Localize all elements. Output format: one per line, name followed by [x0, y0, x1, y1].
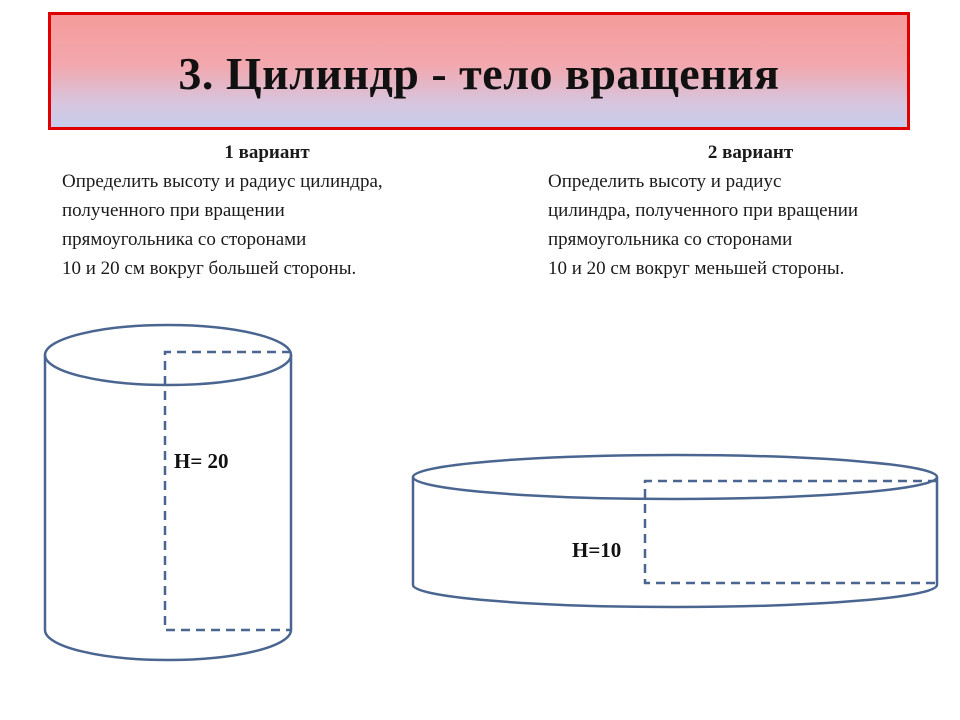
variant-1-heading: 1 вариант — [224, 142, 310, 163]
flat-cylinder — [413, 455, 937, 607]
flat-cylinder-body — [413, 477, 937, 607]
variant-2-line: Определить высоту и радиус — [548, 171, 782, 192]
tall-cylinder-height-label: H= 20 — [174, 449, 229, 473]
variant-2-heading: 2 вариант — [707, 142, 794, 163]
variant-1-line: 10 и 20 см вокруг большей стороны. — [62, 258, 357, 279]
variant-1-line: прямоугольника со сторонами — [62, 229, 307, 250]
tall-cylinder-top — [45, 325, 291, 385]
tall-cylinder-body — [45, 355, 291, 660]
tall-cylinder-rectangle — [165, 352, 291, 630]
variant-2-line: 10 и 20 см вокруг меньшей стороны. — [548, 258, 845, 279]
flat-cylinder-top — [413, 455, 937, 499]
tall-cylinder — [45, 325, 291, 660]
variant-1-line: полученного при вращении — [62, 200, 285, 221]
variant-1-line: Определить высоту и радиус цилиндра, — [62, 171, 383, 192]
flat-cylinder-height-label: H=10 — [572, 538, 622, 562]
slide-title: 3. Цилиндр - тело вращения — [178, 47, 780, 99]
variant-2-line: цилиндра, полученного при вращении — [548, 200, 859, 221]
variant-2-line: прямоугольника со сторонами — [548, 229, 793, 250]
